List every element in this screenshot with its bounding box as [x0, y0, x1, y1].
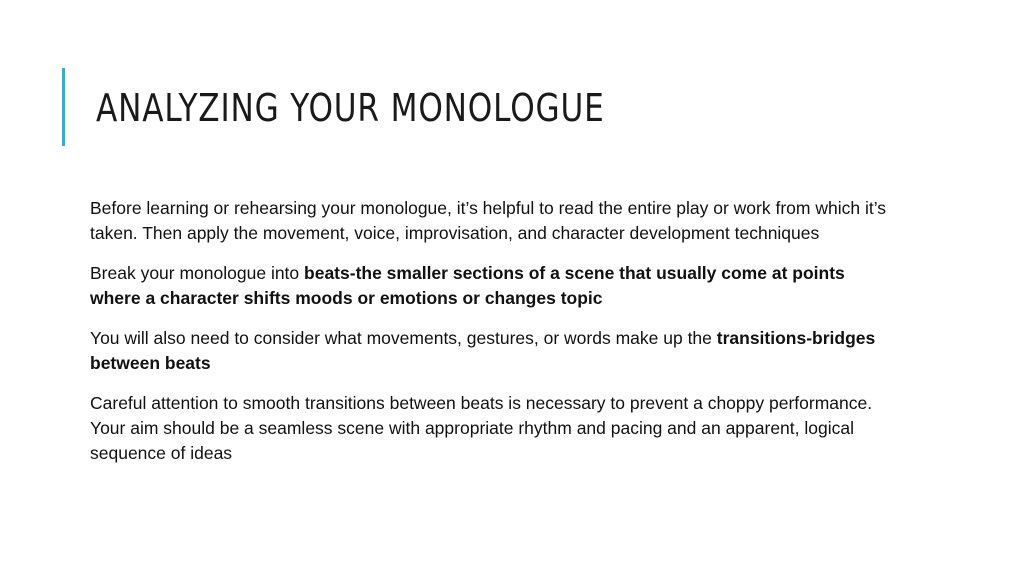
- beats-definition: beats-the smaller sections of a scene that usually come at points where a character shifts moods or emotions or changes topic: [90, 263, 845, 308]
- paragraph-smooth-transitions: [90, 391, 900, 466]
- paragraph-text: Break your monologue into: [90, 263, 305, 283]
- paragraph-beats: [90, 261, 900, 311]
- paragraph-transitions: [90, 326, 900, 376]
- paragraph-text: You will also need to consider what movements, gestures, or words make up the: [90, 328, 717, 348]
- slide-title: ANALYZING YOUR MONOLOGUE: [96, 86, 605, 130]
- paragraph-read-play: [90, 196, 900, 246]
- slide-body: [90, 196, 900, 481]
- paragraph-text: Before learning or rehearsing your monologue, it’s helpful to read the entire play or work from which it’s taken. Then apply the movement, voice, improvisation, and character development techniques: [90, 198, 887, 243]
- transitions-definition: transitions-bridges between beats: [90, 328, 876, 373]
- title-accent-bar: [62, 68, 65, 146]
- paragraph-text: Careful attention to smooth transitions between beats is necessary to prevent a choppy performance. Your aim should be a seamless scene with appropriate rhythm and pacing and an apparent, logical sequence of ideas: [90, 393, 873, 463]
